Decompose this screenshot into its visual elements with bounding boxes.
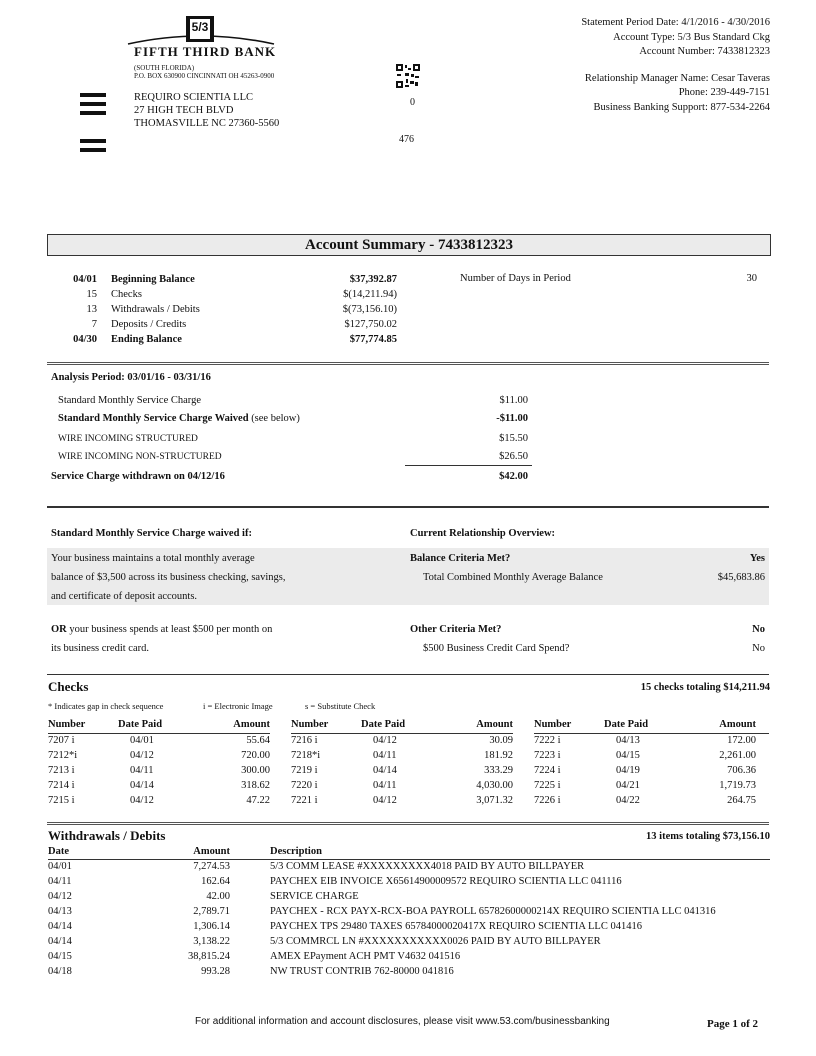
check-number: 7215 i — [48, 795, 75, 806]
summary-amount: $37,392.87 — [349, 274, 397, 285]
summary-count: 13 — [86, 304, 97, 315]
check-number: 7212*i — [48, 750, 78, 761]
analysis-note: (see below) — [251, 413, 300, 424]
analysis-label: WIRE INCOMING STRUCTURED — [58, 434, 198, 444]
col-date: Date — [48, 846, 69, 858]
check-amount: 55.64 — [246, 735, 270, 747]
withdrawal-amount: 42.00 — [206, 891, 230, 902]
check-number: 7221 i — [291, 795, 318, 806]
check-row — [48, 733, 270, 748]
col-number: Number — [291, 719, 329, 731]
waiver-text-4-rest: your business spends at least $500 per month on — [69, 624, 273, 635]
account-number: Account Number: 7433812323 — [639, 46, 770, 57]
check-number: 7207 i — [48, 735, 75, 747]
divider — [47, 674, 769, 675]
col-number: Number — [48, 719, 86, 731]
withdrawal-description: PAYCHEX TPS 29480 TAXES 65784000020417X REQUIRO SCIENTIA LLC 041416 — [270, 921, 642, 932]
check-date: 04/12 — [373, 735, 397, 747]
relationship-manager: Relationship Manager Name: Cesar Taveras — [584, 72, 770, 84]
summary-amount: $77,774.85 — [349, 334, 397, 345]
check-row — [48, 763, 270, 778]
check-amount: 318.62 — [241, 780, 270, 791]
analysis-row — [58, 451, 528, 465]
summary-title: Account Summary - 7433812323 — [305, 237, 513, 253]
check-number: 7226 i — [534, 795, 561, 806]
bank-logo — [126, 14, 276, 60]
col-amount: Amount — [476, 719, 513, 731]
check-row — [291, 778, 513, 793]
check-amount: 172.00 — [727, 735, 756, 747]
withdrawal-description: 5/3 COMM LEASE #XXXXXXXXX4018 PAID BY AUTO BILLPAYER — [270, 861, 585, 873]
summary-amount: $(73,156.10) — [342, 304, 397, 315]
waiver-text-2: balance of $3,500 across its business checking, savings, — [51, 572, 286, 583]
check-row — [291, 763, 513, 778]
check-amount: 333.29 — [484, 765, 513, 776]
customer-name: REQUIRO SCIENTIA LLC — [134, 92, 253, 103]
check-number: 7214 i — [48, 780, 75, 791]
analysis-amount: $15.50 — [499, 433, 528, 444]
balance-criteria-label: Balance Criteria Met? — [410, 553, 511, 564]
summary-amount: $(14,211.94) — [343, 289, 397, 300]
check-row — [534, 763, 769, 778]
summary-label: Beginning Balance — [111, 274, 195, 285]
check-amount: 1,719.73 — [719, 780, 756, 791]
check-row — [48, 778, 270, 793]
check-row — [291, 793, 513, 808]
divider — [47, 506, 769, 508]
summary-label: Withdrawals / Debits — [111, 304, 200, 315]
withdrawal-date: 04/15 — [48, 951, 72, 962]
withdrawal-row — [48, 859, 770, 874]
account-type: Account Type: 5/3 Bus Standard Ckg — [613, 31, 770, 43]
withdrawal-date: 04/18 — [48, 966, 72, 977]
col-amount: Amount — [233, 719, 270, 731]
qr-code-icon — [396, 64, 420, 88]
withdrawal-description: AMEX EPayment ACH PMT V4632 041516 — [270, 951, 461, 962]
check-amount: 181.92 — [484, 750, 513, 761]
check-date: 04/01 — [130, 735, 154, 747]
withdrawal-row — [48, 964, 770, 979]
withdrawal-amount: 993.28 — [201, 966, 230, 977]
summary-row — [47, 287, 397, 302]
withdrawal-row — [48, 874, 770, 889]
check-row — [534, 778, 769, 793]
combined-balance-value: $45,683.86 — [717, 572, 765, 583]
analysis-row — [58, 413, 528, 427]
checks-header-row — [291, 717, 513, 733]
manager-phone: Phone: 239-449-7151 — [678, 87, 770, 98]
analysis-row — [58, 433, 528, 447]
mail-code-a: 0 — [410, 97, 415, 108]
logo-mark: 5/3 — [191, 20, 209, 34]
check-date: 04/21 — [616, 780, 640, 791]
combined-balance-label: Total Combined Monthly Average Balance — [423, 572, 603, 583]
withdrawal-description: PAYCHEX EIB INVOICE X65614900009572 REQUIRO SCIENTIA LLC 041116 — [270, 876, 622, 887]
check-amount: 264.75 — [727, 795, 756, 806]
check-row — [534, 733, 769, 748]
checks-group — [534, 717, 769, 808]
check-amount: 720.00 — [241, 750, 270, 761]
summary-title-bar — [47, 234, 771, 256]
waiver-title: Standard Monthly Service Charge waived if: — [51, 528, 252, 539]
check-number: 7216 i — [291, 735, 318, 747]
customer-address-2: THOMASVILLE NC 27360-5560 — [134, 118, 280, 129]
summary-table — [47, 272, 397, 347]
waiver-text-5: its business credit card. — [51, 643, 149, 654]
withdrawal-row — [48, 904, 770, 919]
withdrawal-row — [48, 889, 770, 904]
withdrawals-total: 13 items totaling $73,156.10 — [646, 831, 770, 842]
checks-total: 15 checks totaling $14,211.94 — [640, 682, 770, 693]
analysis-row — [58, 395, 528, 409]
check-number: 7225 i — [534, 780, 561, 791]
summary-row — [47, 272, 397, 287]
footer-note-text: For additional information and account disclosures, please visit www.53.com/businessbanking — [195, 1016, 610, 1027]
waiver-text-4 — [51, 624, 272, 635]
other-criteria-label: Other Criteria Met? — [410, 624, 502, 635]
check-row — [48, 748, 270, 763]
checks-title: Checks — [48, 679, 89, 694]
col-date-paid: Date Paid — [604, 719, 649, 731]
withdrawal-amount: 38,815.24 — [188, 951, 230, 962]
withdrawals-header-row — [48, 845, 770, 859]
summary-label: Checks — [111, 289, 142, 300]
withdrawals-title: Withdrawals / Debits — [48, 828, 166, 843]
statement-info — [470, 16, 770, 115]
summary-row — [47, 332, 397, 347]
withdrawal-description: PAYCHEX - RCX PAYX-RCX-BOA PAYROLL 65782600000214X REQUIRO SCIENTIA LLC 041316 — [270, 906, 716, 917]
summary-label: Ending Balance — [111, 334, 182, 345]
mail-code-b: 476 — [399, 134, 414, 145]
checks-legend-substitute: s = Substitute Check — [305, 701, 376, 711]
analysis-title: Analysis Period: 03/01/16 - 03/31/16 — [51, 372, 211, 383]
checks-header-row — [48, 717, 270, 733]
withdrawal-amount: 162.64 — [201, 876, 230, 887]
checks-group — [48, 717, 270, 808]
check-amount: 30.09 — [489, 735, 513, 747]
check-date: 04/19 — [616, 765, 640, 776]
balance-criteria-value: Yes — [749, 553, 765, 564]
summary-date: 04/30 — [73, 334, 97, 345]
credit-spend-value: No — [752, 643, 765, 654]
withdrawal-date: 04/12 — [48, 891, 72, 902]
check-number: 7222 i — [534, 735, 561, 747]
summary-count: 7 — [91, 319, 97, 330]
withdrawal-date: 04/11 — [48, 876, 72, 887]
withdrawal-amount: 1,306.14 — [193, 921, 230, 932]
days-in-period-label: Number of Days in Period — [460, 273, 571, 284]
summary-row — [47, 317, 397, 332]
withdrawals-table — [48, 845, 770, 979]
check-amount: 4,030.00 — [476, 780, 513, 791]
withdrawal-row — [48, 949, 770, 964]
postal-barcode-icon — [80, 93, 106, 161]
withdrawal-amount: 7,274.53 — [193, 861, 230, 873]
withdrawal-date: 04/14 — [48, 936, 72, 947]
withdrawal-description: 5/3 COMMRCL LN #XXXXXXXXXXX0026 PAID BY AUTO BILLPAYER — [270, 936, 601, 947]
or-word: OR — [51, 624, 67, 635]
subtotal-rule — [405, 465, 532, 466]
summary-count: 15 — [86, 289, 97, 300]
analysis-amount: $11.00 — [499, 395, 528, 406]
check-row — [534, 748, 769, 763]
col-description: Description — [270, 846, 322, 858]
check-amount: 2,261.00 — [719, 750, 756, 761]
analysis-amount: -$11.00 — [496, 413, 528, 424]
check-amount: 3,071.32 — [476, 795, 513, 806]
check-number: 7223 i — [534, 750, 561, 761]
business-support: Business Banking Support: 877-534-2264 — [593, 101, 770, 113]
analysis-label: Standard Monthly Service Charge — [58, 395, 201, 406]
check-date: 04/15 — [616, 750, 640, 761]
col-number: Number — [534, 719, 572, 731]
waiver-text-3: and certificate of deposit accounts. — [51, 591, 198, 602]
withdrawal-date: 04/14 — [48, 921, 72, 932]
checks-header-row — [534, 717, 769, 733]
footer-note — [195, 1016, 610, 1027]
summary-label: Deposits / Credits — [111, 319, 187, 330]
col-date-paid: Date Paid — [118, 719, 163, 731]
check-row — [291, 748, 513, 763]
bank-name: FIFTH THIRD BANK — [134, 44, 277, 59]
checks-legend-image: i = Electronic Image — [203, 701, 273, 711]
relationship-title: Current Relationship Overview: — [410, 528, 556, 539]
withdrawal-row — [48, 934, 770, 949]
col-amount: Amount — [719, 719, 756, 731]
days-in-period-value: 30 — [746, 273, 757, 284]
check-date: 04/11 — [373, 780, 397, 791]
check-row — [48, 793, 270, 808]
check-row — [534, 793, 769, 808]
summary-row — [47, 302, 397, 317]
check-number: 7220 i — [291, 780, 318, 791]
check-number: 7219 i — [291, 765, 318, 776]
col-amount: Amount — [193, 846, 230, 858]
credit-spend-label: $500 Business Credit Card Spend? — [423, 643, 570, 654]
withdrawal-date: 04/01 — [48, 861, 72, 873]
col-date-paid: Date Paid — [361, 719, 406, 731]
analysis-label: Standard Monthly Service Charge Waived — [58, 413, 249, 424]
check-date: 04/14 — [130, 780, 154, 791]
check-row — [291, 733, 513, 748]
check-number: 7224 i — [534, 765, 561, 776]
check-date: 04/11 — [373, 750, 397, 761]
check-date: 04/12 — [130, 795, 154, 806]
check-amount: 300.00 — [241, 765, 270, 776]
check-date: 04/22 — [616, 795, 640, 806]
analysis-amount: $26.50 — [499, 451, 528, 462]
bank-region: (SOUTH FLORIDA) — [134, 64, 195, 72]
withdrawal-description: NW TRUST CONTRIB 762-80000 041816 — [270, 966, 454, 977]
checks-legend-gap: * Indicates gap in check sequence — [48, 701, 164, 711]
check-date: 04/12 — [130, 750, 154, 761]
analysis-label: WIRE INCOMING NON-STRUCTURED — [58, 452, 222, 462]
check-date: 04/12 — [373, 795, 397, 806]
check-amount: 706.36 — [727, 765, 756, 776]
withdrawal-description: SERVICE CHARGE — [270, 891, 359, 902]
withdrawal-row — [48, 919, 770, 934]
customer-address-1: 27 HIGH TECH BLVD — [134, 105, 234, 116]
check-amount: 47.22 — [246, 795, 270, 806]
divider — [47, 822, 769, 825]
analysis-total-label: Service Charge withdrawn on 04/12/16 — [51, 471, 225, 482]
page-number: Page 1 of 2 — [707, 1018, 759, 1030]
statement-period: Statement Period Date: 4/1/2016 - 4/30/2016 — [581, 17, 770, 28]
withdrawal-amount: 2,789.71 — [193, 906, 230, 917]
bank-po-box: P.O. BOX 630900 CINCINNATI OH 45263-0900 — [134, 72, 275, 80]
other-criteria-value: No — [752, 624, 765, 635]
divider — [47, 362, 769, 365]
summary-date: 04/01 — [73, 274, 97, 285]
checks-group — [291, 717, 513, 808]
withdrawal-date: 04/13 — [48, 906, 72, 917]
check-number: 7213 i — [48, 765, 75, 776]
withdrawal-amount: 3,138.22 — [193, 936, 230, 947]
analysis-total-amount: $42.00 — [499, 471, 528, 482]
check-date: 04/13 — [616, 735, 640, 747]
check-date: 04/11 — [130, 765, 154, 776]
check-number: 7218*i — [291, 750, 321, 761]
summary-amount: $127,750.02 — [344, 319, 397, 330]
check-date: 04/14 — [373, 765, 397, 776]
waiver-text-1: Your business maintains a total monthly average — [51, 553, 255, 564]
